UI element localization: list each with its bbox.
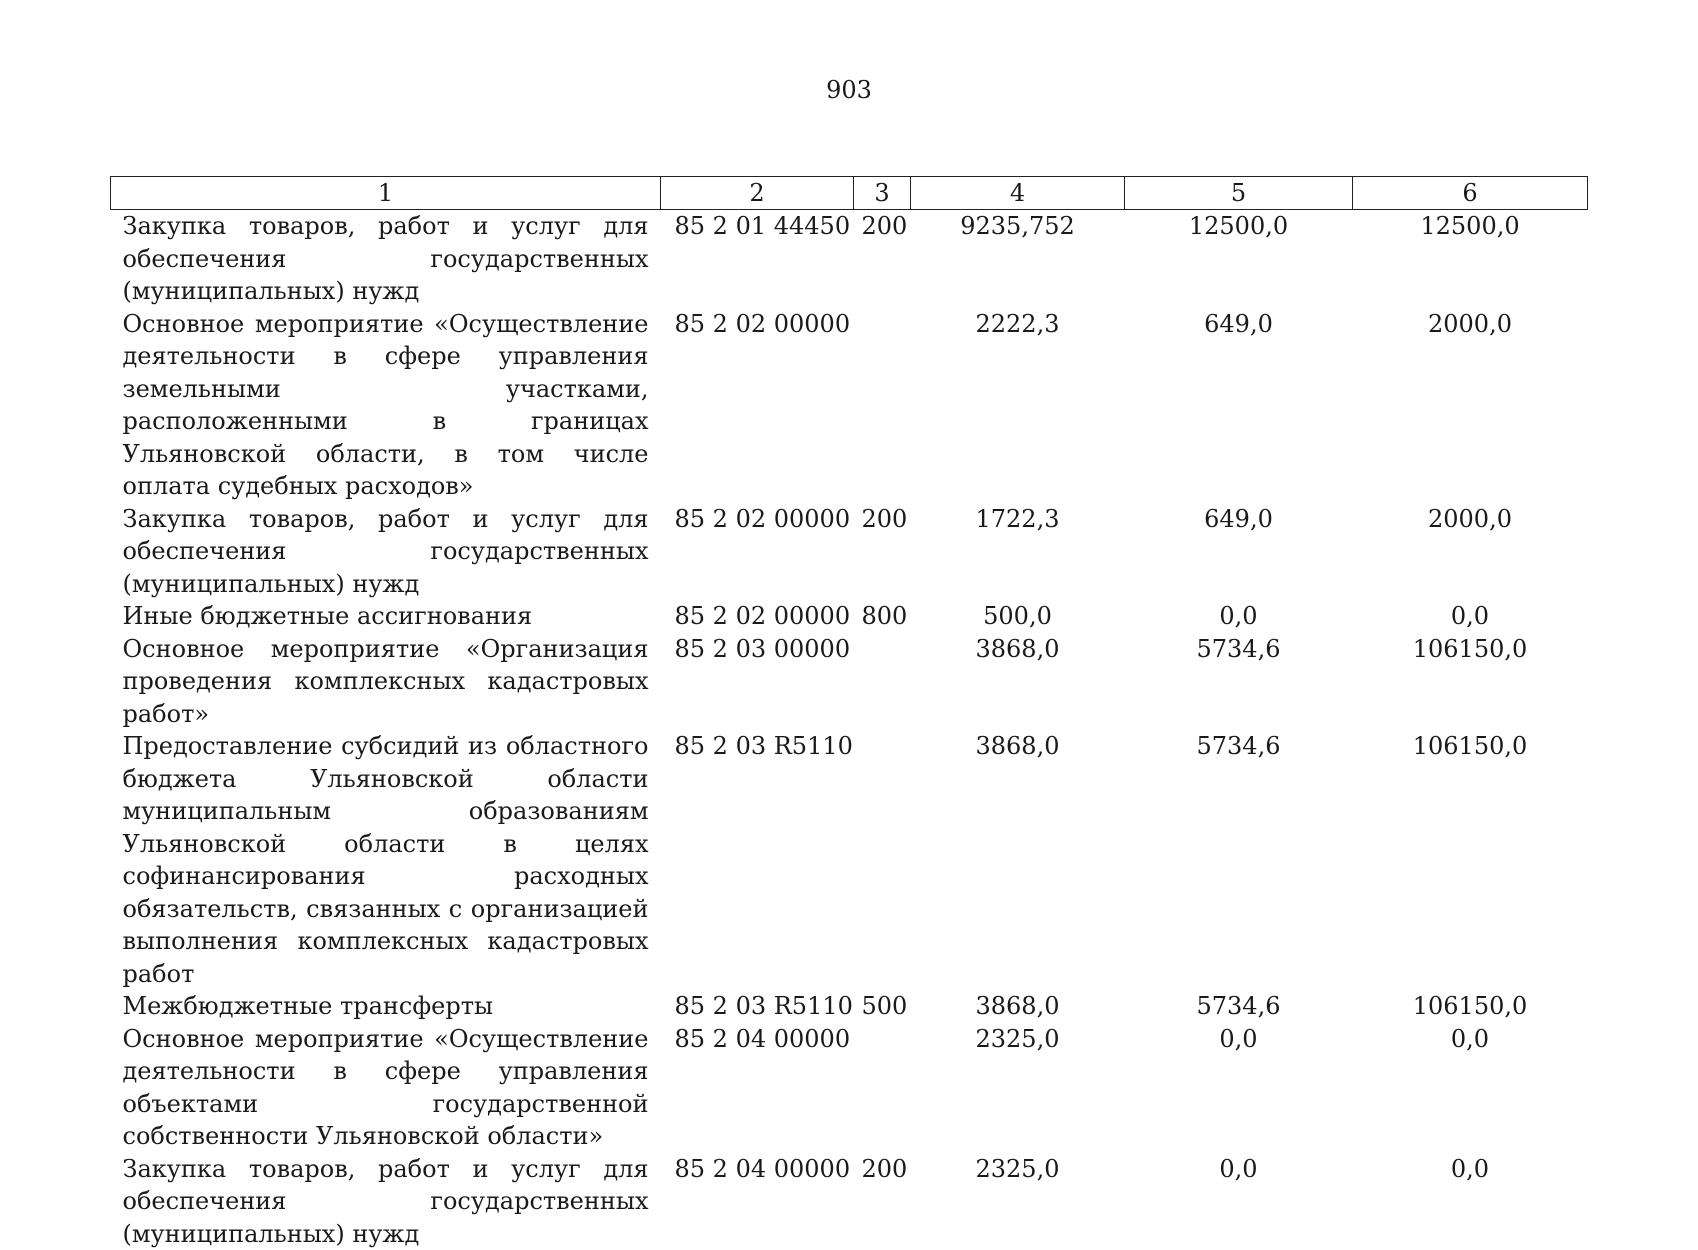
row-value-5: 649,0	[1125, 503, 1353, 601]
row-value-6: 0,0	[1353, 1153, 1588, 1250]
column-header-6: 6	[1353, 177, 1588, 210]
row-type: 800	[854, 600, 911, 633]
row-value-6: 2000,0	[1353, 308, 1588, 503]
row-value-5: 0,0	[1125, 1023, 1353, 1153]
column-header-2: 2	[661, 177, 854, 210]
row-value-6: 2000,0	[1353, 503, 1588, 601]
row-value-6: 0,0	[1353, 600, 1588, 633]
row-value-6: 12500,0	[1353, 210, 1588, 308]
row-type	[854, 308, 911, 503]
row-value-4: 1722,3	[911, 503, 1125, 601]
row-name: Межбюджетные трансферты	[111, 990, 661, 1023]
column-header-5: 5	[1125, 177, 1353, 210]
table-row	[111, 990, 1588, 1023]
row-value-4: 9235,752	[911, 210, 1125, 308]
row-name: Основное мероприятие «Организация проведения комплексных кадастровых работ»	[111, 633, 661, 731]
row-value-5: 5734,6	[1125, 730, 1353, 990]
row-type: 200	[854, 503, 911, 601]
table-row	[111, 730, 1588, 990]
page-number: 903	[0, 76, 1698, 104]
row-name: Закупка товаров, работ и услуг для обеспечения государственных (муниципальных) нужд	[111, 1153, 661, 1250]
row-code: 85 2 04 00000	[661, 1153, 854, 1250]
row-value-4: 2325,0	[911, 1153, 1125, 1250]
row-value-4: 3868,0	[911, 633, 1125, 731]
row-type: 500	[854, 990, 911, 1023]
row-code: 85 2 02 00000	[661, 308, 854, 503]
row-value-6: 106150,0	[1353, 990, 1588, 1023]
row-value-5: 0,0	[1125, 600, 1353, 633]
row-name: Основное мероприятие «Осуществление деятельности в сфере управления земельными участками, расположенными в границах Ульяновской области, в том числе оплата судебных расходов»	[111, 308, 661, 503]
row-value-6: 0,0	[1353, 1023, 1588, 1153]
row-name: Основное мероприятие «Осуществление деятельности в сфере управления объектами государственной собственности Ульяновской области»	[111, 1023, 661, 1153]
row-value-4: 2325,0	[911, 1023, 1125, 1153]
row-value-4: 3868,0	[911, 730, 1125, 990]
row-type	[854, 1023, 911, 1153]
row-name: Предоставление субсидий из областного бюджета Ульяновской области муниципальным образованиям Ульяновской области в целях софинансирования расходных обязательств, связанных с организацией выполнения комплексных кадастровых работ	[111, 730, 661, 990]
table-row	[111, 600, 1588, 633]
column-header-4: 4	[911, 177, 1125, 210]
row-value-4: 500,0	[911, 600, 1125, 633]
header-row	[111, 177, 1588, 210]
row-value-5: 0,0	[1125, 1153, 1353, 1250]
row-value-6: 106150,0	[1353, 633, 1588, 731]
row-value-5: 12500,0	[1125, 210, 1353, 308]
row-value-6: 106150,0	[1353, 730, 1588, 990]
row-type: 200	[854, 210, 911, 308]
row-code: 85 2 03 R5110	[661, 730, 854, 990]
row-type: 200	[854, 1153, 911, 1250]
row-name: Закупка товаров, работ и услуг для обеспечения государственных (муниципальных) нужд	[111, 503, 661, 601]
row-value-5: 5734,6	[1125, 633, 1353, 731]
row-code: 85 2 01 44450	[661, 210, 854, 308]
table-header	[111, 177, 1588, 210]
row-code: 85 2 04 00000	[661, 1023, 854, 1153]
row-value-4: 2222,3	[911, 308, 1125, 503]
table-row	[111, 503, 1588, 601]
row-value-5: 649,0	[1125, 308, 1353, 503]
table-row	[111, 1153, 1588, 1250]
row-value-4: 3868,0	[911, 990, 1125, 1023]
row-value-5: 5734,6	[1125, 990, 1353, 1023]
row-name: Иные бюджетные ассигнования	[111, 600, 661, 633]
row-name: Закупка товаров, работ и услуг для обеспечения государственных (муниципальных) нужд	[111, 210, 661, 308]
column-header-1: 1	[111, 177, 661, 210]
table-row	[111, 308, 1588, 503]
column-header-3: 3	[854, 177, 911, 210]
table-body	[111, 210, 1588, 1250]
row-code: 85 2 03 R5110	[661, 990, 854, 1023]
budget-table	[110, 176, 1588, 1250]
table-row	[111, 1023, 1588, 1153]
row-code: 85 2 03 00000	[661, 633, 854, 731]
row-code: 85 2 02 00000	[661, 503, 854, 601]
row-code: 85 2 02 00000	[661, 600, 854, 633]
budget-table-container	[110, 176, 1587, 1250]
row-type	[854, 633, 911, 731]
table-row	[111, 210, 1588, 308]
row-type	[854, 730, 911, 990]
table-row	[111, 633, 1588, 731]
